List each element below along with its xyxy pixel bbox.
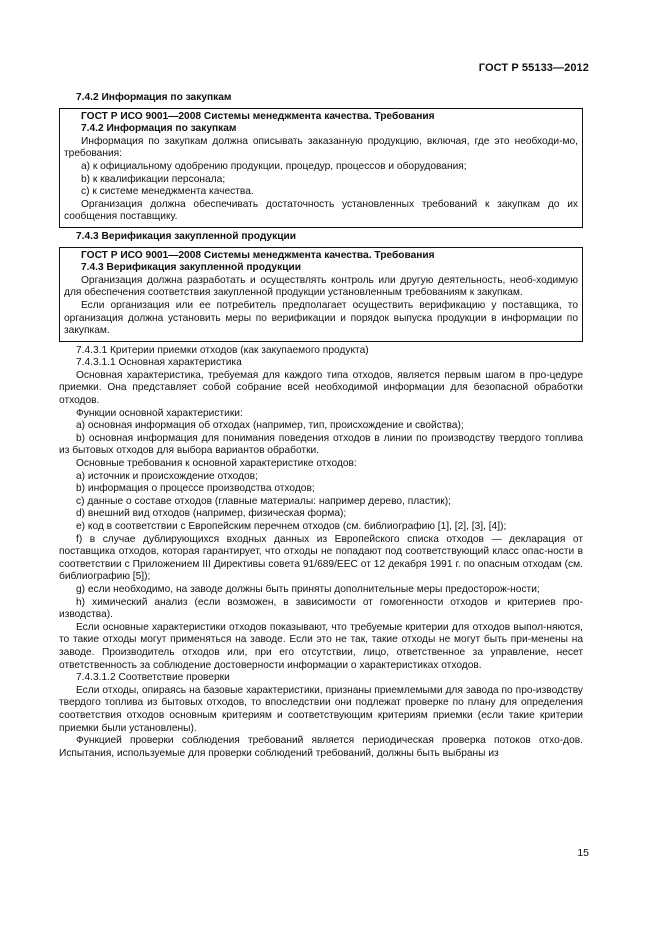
body-paragraph: 7.4.3.1 Критерии приемки отходов (как закупаемого продукта) [76,344,369,356]
quote-paragraph: Организация должна обеспечивать достаточность установленных требований к закупкам до их сообщения поставщику. [64,198,578,223]
body-paragraph: e) код в соответствии с Европейским перечнем отходов (см. библиографию [1], [2], [3], [4]); [76,521,507,532]
page-content [59,92,583,760]
quote-paragraph: Если организация или ее потребитель предполагает осуществить верификацию у поставщика, то организация должна установить меры по верификации и порядок выпуска продукции в информации по закупкам. [64,299,578,337]
section-heading-743: 7.4.3 Верификация закупленной продукции [76,230,296,242]
body-paragraph: Если отходы, опираясь на базовые характеристики, признаны приемлемыми для завода по про-изводству твердого топлива из бытовых отходов, то впоследствии они подлежат проверке по плану для определения соответствия отходов основным критериям и соответствующим критериям приемки (если такие критерии приемки были установлены). [59,684,583,734]
body-paragraph: b) информация о процессе производства отходов; [76,483,315,495]
body-paragraph: Основная характеристика, требуемая для каждого типа отходов, является первым шагом в про-цедуре приемки. Она представляет собой собрание всей необходимой информации для безопасной обработки отходов. [59,369,583,407]
body-paragraph: g) если необходимо, на заводе должны быть приняты дополнительные меры предосторож-ности; [76,583,540,595]
body-paragraph: c) данные о составе отходов (главные материалы: например дерево, пластик); [76,495,451,507]
quote-box-742 [59,108,583,228]
body-paragraph: а) основная информация об отходах (например, тип, происхождение и свойства); [76,420,464,432]
section-heading-742: 7.4.2 Информация по закупкам [76,92,232,103]
quote-box-subtitle: 7.4.2 Информация по закупкам [81,123,237,135]
body-paragraph: a) источник и происхождение отходов; [76,470,258,482]
body-paragraph: Если основные характеристики отходов показывают, что требуемые критерии для отходов выпол-няются, то такие отходы могут применяться на заводе. Если это не так, такие отходы не могут быть при-менены на заводе. Производитель отходов или, при его отсутствии, лицо, ответственное за управление, несет ответственность за соблюдение достоверности информации о характеристиках отходов. [59,621,583,671]
quote-box-subtitle: 7.4.3 Верификация закупленной продукции [81,262,301,274]
body-paragraph: Функцией проверки соблюдения требований является периодическая проверка потоков отхо-дов. Испытания, используемые для проверки соблюдений требований, должны быть выбраны из [59,735,583,759]
quote-paragraph: Организация должна разработать и осуществлять контроль или другую деятельность, необ-ходимую для обеспечения соответствия закупленной продукции установленным требованиям к закупкам. [64,274,578,299]
body-paragraph: h) химический анализ (если возможен, в зависимости от гомогенности отходов и критериев про-изводства). [59,596,583,621]
quote-box-title: ГОСТ Р ИСО 9001—2008 Системы менеджмента качества. Требования [81,110,435,122]
quote-paragraph: Информация по закупкам должна описывать заказанную продукцию, включая, где это необходи-мо, требования: [64,135,578,160]
quote-paragraph: c) к системе менеджмента качества. [81,186,254,198]
body-paragraph: 7.4.3.1.2 Соответствие проверки [76,672,230,684]
body-paragraph: d) внешний вид отходов (например, физическая форма); [76,508,347,520]
quote-box-title: ГОСТ Р ИСО 9001—2008 Системы менеджмента качества. Требования [81,249,435,261]
body-paragraph: f) в случае дублирующихся входных данных из Европейского списка отходов — декларация от поставщика отходов, которая гарантирует, что отходы не попадают под соответствующий класс опас-ности в соответствии с Приложением III Директивы совета 91/689/ЕЕС от 12 декабря 1991 г. по опасным отходам (см. библиографию [5]); [59,533,583,583]
body-paragraph: 7.4.3.1.1 Основная характеристика [76,357,242,369]
body-paragraph: b) основная информация для понимания поведения отходов в линии по производству твердого топлива из бытовых отходов для выбора вариантов обработки. [59,432,583,457]
page-number: 15 [577,847,589,859]
body-paragraph: Функции основной характеристики: [76,407,243,419]
quote-box-743 [59,247,583,342]
quote-paragraph: a) к официальному одобрению продукции, процедур, процессов и оборудования; [81,160,467,172]
standard-header: ГОСТ Р 55133—2012 [478,62,589,74]
quote-paragraph: b) к квалификации персонала; [81,173,226,185]
body-paragraph: Основные требования к основной характеристике отходов: [76,458,357,470]
